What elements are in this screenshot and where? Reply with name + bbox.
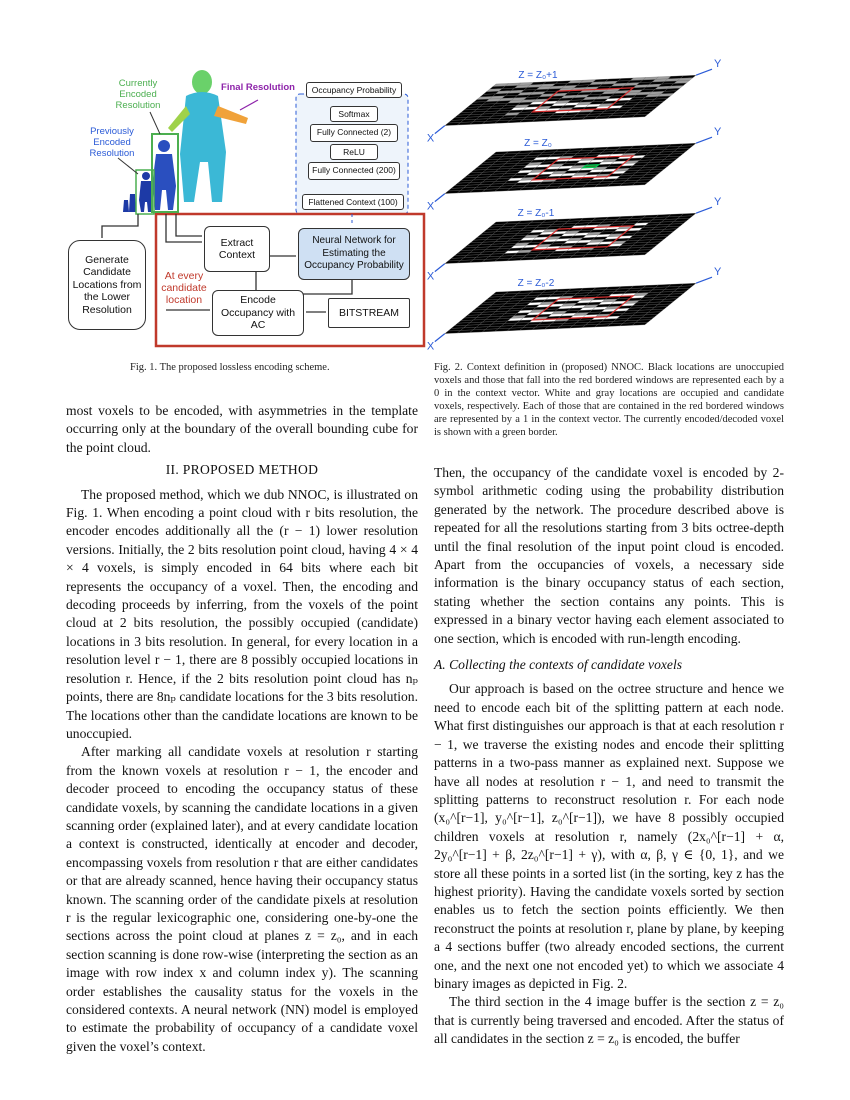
subsection-heading: A. Collecting the contexts of candidate voxels <box>434 657 683 673</box>
layer-label-plus1: Z = Z₀+1 <box>518 70 558 81</box>
voxel-layer <box>427 196 722 282</box>
label-previously-encoded: Previously Encoded Resolution <box>89 126 135 159</box>
nn-layer-output: Occupancy Probability <box>306 82 402 98</box>
silhouette-previous <box>139 172 153 212</box>
nn-layer-relu: ReLU <box>330 144 378 160</box>
current-voxel <box>583 165 599 168</box>
silhouette-current <box>152 140 176 210</box>
bitstream-box: BITSTREAM <box>328 298 410 328</box>
right-column <box>434 464 784 1049</box>
right-paragraph-2: Our approach is based on the octree structure and hence we need to encode each bit of the splitting pattern at each node. What first distinguishes our approach is that at each resolution r − 1, we traverse the existing nodes and encode their splitting patterns in a two-pass manner as explained next. Suppose we have all nodes at resolution r − 1, and need to transmit the splitting patterns to reconstruct resolution r. For each node (x₀^[r−1], y₀^[r−1], z₀^[r−1]), we have 8 possibly occupied children voxels at resolution r, namely (2x₀^[r−1] + α, 2y₀^[r−1] + β, 2z₀^[r−1] + γ), with α, β, γ ∈ {0, 1}, and we store all these points in a sorted list (in the sorting, key z has the highest priority). Having the candidate voxels sorted by section enables us to fetch the section points efficiently. We then reconstruct the points at resolution r, plane by plane, by keeping a 4 sections buffer (two already encoded sections, the current one, and the next one not encoded yet) to which we associate 4 binary images as depicted in Fig. 2. <box>434 681 784 991</box>
figure-1 <box>62 62 432 352</box>
x-axis-label: X <box>426 340 435 353</box>
layer-label-0: Z = Z₀ <box>524 138 552 149</box>
fig1-caption: Fig. 1. The proposed lossless encoding scheme. <box>130 362 330 373</box>
y-axis-label: Y <box>714 126 722 139</box>
left-paragraph-1: The proposed method, which we dub NNOC, is illustrated on Fig. 1. When encoding a point cloud with r bits resolution, the encoder encodes additionally all the (r − 1) lower resolution versions. Initially, the 2 bits resolution point cloud, having 4 × 4 × 4 voxels, is simply encoded in 64 bits where each bit represents the occupancy of a voxel. Then, the encoding and decoding proceeds by inferring, from the voxels of the point cloud at 2 bits resolution, the possibly occupied (candidate) locations in 3 bits resolution. In general, for every location in a resolution level r − 1, there are 8 possibly occupied locations in resolution r. Hence, if the 2 bits resolution point cloud has nₚ points, there are 8nₚ candidate locations for the 3 bits resolution. The locations other than the candidate locations are known to be unoccupied. <box>66 486 418 741</box>
y-axis <box>696 137 712 143</box>
y-axis <box>696 69 712 75</box>
layer-label-minus2: Z = Z₀-2 <box>517 278 555 289</box>
nn-layer-fc200: Fully Connected (200) <box>308 162 400 180</box>
voxel-layer <box>427 126 722 212</box>
x-axis <box>435 264 445 272</box>
right-paragraph-1: Then, the occupancy of the candidate voxel is encoded by 2-symbol arithmetic coding using the probability distribution generated by the network. The procedure described above is repeated for all the resolutions starting from 3 bits octree-depth until the final resolution of the input point cloud is encoded. Apart from the occupancies of voxels, a necessary side information is the binary occupancy status of each section, stating whether the section contains any points. This is expressed in a binary vector having each element associated to one section, which is encoded with run-length encoding. <box>434 465 784 646</box>
neural-network-box: Neural Network for Estimating the Occupancy Probability <box>298 228 410 280</box>
generate-candidates-box: Generate Candidate Locations from the Lower Resolution <box>68 240 146 330</box>
x-axis-label: X <box>426 132 435 145</box>
x-axis <box>435 126 445 134</box>
y-axis <box>696 277 712 283</box>
left-column <box>66 402 418 1056</box>
y-axis-label: Y <box>714 266 722 279</box>
extract-context-box: Extract Context <box>204 226 270 272</box>
nn-layer-softmax: Softmax <box>330 106 378 122</box>
fig2-caption: Fig. 2. Context definition in (proposed) NNOC. Black locations are unoccupied voxels and those that fall into the red bordered windows are represented each by a 0 in the context vector. White and gray locations are occupied and candidate voxels, respectively. Each of those that are contained in the red bordered windows are represented by a 1 in the context vector. The currently encoded/decoded voxel is shown with a green border. <box>434 362 784 438</box>
x-axis-label: X <box>426 200 435 213</box>
fig2-drawing <box>426 58 760 353</box>
figure-2 <box>426 58 760 353</box>
label-final-resolution: Final Resolution <box>221 82 295 93</box>
label-every-candidate: At every candidate location <box>161 270 207 306</box>
encode-occupancy-box: Encode Occupancy with AC <box>212 290 304 336</box>
left-paragraph-2: After marking all candidate voxels at resolution r starting from the known voxels at resolution r − 1, the encoder and decoder proceed to encoding the occupancy status of these candidate voxels, by scanning the candidate locations in a given scanning order (explained later), and at every candidate location a context is constructed, identically at encoder and decoder, encompassing voxels from resolution r that are either candidates or that are already scanned, hence having their occupancy status known. The scanning order of the candidate pixels at resolution r is the regular lexicographic one, considering one-by-one the sections across the point cloud at planes z = z₀, and in each section scanning is done row-wise (interpreting the section as an image with row index x and column index y). The scanning order establishes the causality status for the voxels in the considered contexts. A neural network (NN) model is employed to estimate the probability of occupancy of a candidate voxel given the voxel’s context. <box>66 744 418 1054</box>
nn-layer-input: Flattened Context (100) <box>302 194 404 210</box>
y-axis-label: Y <box>714 196 722 209</box>
left-paragraph-0: most voxels to be encoded, with asymmetries in the template occurring only at the boundary of the overall bounding cube for the point cloud. <box>66 403 418 455</box>
x-axis <box>435 194 445 202</box>
label-currently-encoded: Currently Encoded Resolution <box>115 78 161 111</box>
voxel-layer <box>427 266 722 352</box>
x-axis <box>435 334 445 342</box>
section-heading: II. PROPOSED METHOD <box>165 462 319 478</box>
right-paragraph-3: The third section in the 4 image buffer is the section z = z₀ that is currently being traversed and encoded. After the status of all candidates in the section z = z₀ is encoded, the buffer <box>434 994 784 1047</box>
layer-label-minus1: Z = Z₀-1 <box>517 208 555 219</box>
silhouette-small <box>123 194 136 212</box>
x-axis-label: X <box>426 270 435 283</box>
y-axis-label: Y <box>714 58 722 71</box>
nn-layer-fc2: Fully Connected (2) <box>310 124 398 142</box>
voxel-layer <box>427 58 722 144</box>
y-axis <box>696 207 712 213</box>
